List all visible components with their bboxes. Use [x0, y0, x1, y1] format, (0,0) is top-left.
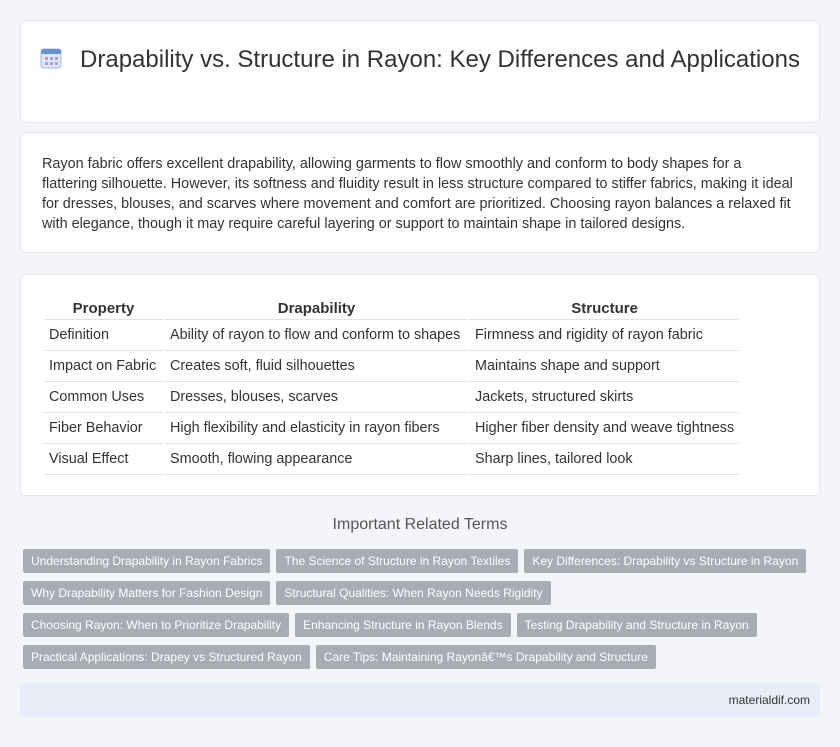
footer [20, 683, 820, 717]
related-term-link[interactable]: Understanding Drapability in Rayon Fabrics [23, 549, 270, 573]
table-cell: High flexibility and elasticity in rayon fibers [165, 413, 468, 444]
related-terms-list [20, 545, 820, 673]
table-cell: Smooth, flowing appearance [165, 444, 468, 475]
footer-site-link[interactable]: materialdif.com [728, 693, 810, 707]
table-cell: Jackets, structured skirts [470, 382, 739, 413]
table-cell: Maintains shape and support [470, 351, 739, 382]
table-cell: Fiber Behavior [44, 413, 163, 444]
comparison-table [42, 294, 741, 475]
related-term-link[interactable]: Enhancing Structure in Rayon Blends [295, 613, 510, 637]
column-header-drapability: Drapability [165, 294, 468, 320]
table-cell: Common Uses [44, 382, 163, 413]
table-cell: Ability of rayon to flow and conform to shapes [165, 320, 468, 351]
related-term-link[interactable]: Care Tips: Maintaining Rayonâ€™s Drapability and Structure [316, 645, 656, 669]
table-cell: Visual Effect [44, 444, 163, 475]
related-term-link[interactable]: Choosing Rayon: When to Prioritize Drapability [23, 613, 289, 637]
table-row [44, 382, 739, 413]
table-cell: Sharp lines, tailored look [470, 444, 739, 475]
related-term-link[interactable]: Why Drapability Matters for Fashion Design [23, 581, 270, 605]
intro-paragraph: Rayon fabric offers excellent drapability, allowing garments to flow smoothly and conform to body shapes for a flattering silhouette. However, its softness and fluidity result in less structure compared to stiffer fabrics, making it ideal for dresses, blouses, and scarves where movement and comfort are prioritized. Choosing rayon balances a relaxed fit with elegance, though it may require careful layering or support to maintain shape in tailored designs. [42, 156, 793, 232]
table-row [44, 351, 739, 382]
table-row [44, 444, 739, 475]
page-title [21, 45, 819, 74]
table-cell: Definition [44, 320, 163, 351]
related-term-link[interactable]: Structural Qualities: When Rayon Needs Rigidity [276, 581, 550, 605]
page-title-text: Drapability vs. Structure in Rayon: Key Differences and Applications [80, 46, 800, 73]
related-term-link[interactable]: Key Differences: Drapability vs Structure in Rayon [524, 549, 806, 573]
table-cell: Firmness and rigidity of rayon fabric [470, 320, 739, 351]
table-cell: Dresses, blouses, scarves [165, 382, 468, 413]
related-term-link[interactable]: Testing Drapability and Structure in Rayon [517, 613, 757, 637]
table-cell: Impact on Fabric [44, 351, 163, 382]
table-cell: Higher fiber density and weave tightness [470, 413, 739, 444]
table-row [44, 320, 739, 351]
comparison-table-card [20, 274, 820, 496]
table-row [44, 413, 739, 444]
related-term-link[interactable]: The Science of Structure in Rayon Textiles [276, 549, 518, 573]
column-header-property: Property [44, 294, 163, 320]
title-card [20, 20, 820, 123]
calendar-icon [40, 47, 62, 69]
table-header-row [44, 294, 739, 320]
table-cell: Creates soft, fluid silhouettes [165, 351, 468, 382]
related-terms-heading: Important Related Terms [332, 516, 508, 533]
related-term-link[interactable]: Practical Applications: Drapey vs Structured Rayon [23, 645, 310, 669]
column-header-structure: Structure [470, 294, 739, 320]
intro-card [20, 132, 820, 253]
